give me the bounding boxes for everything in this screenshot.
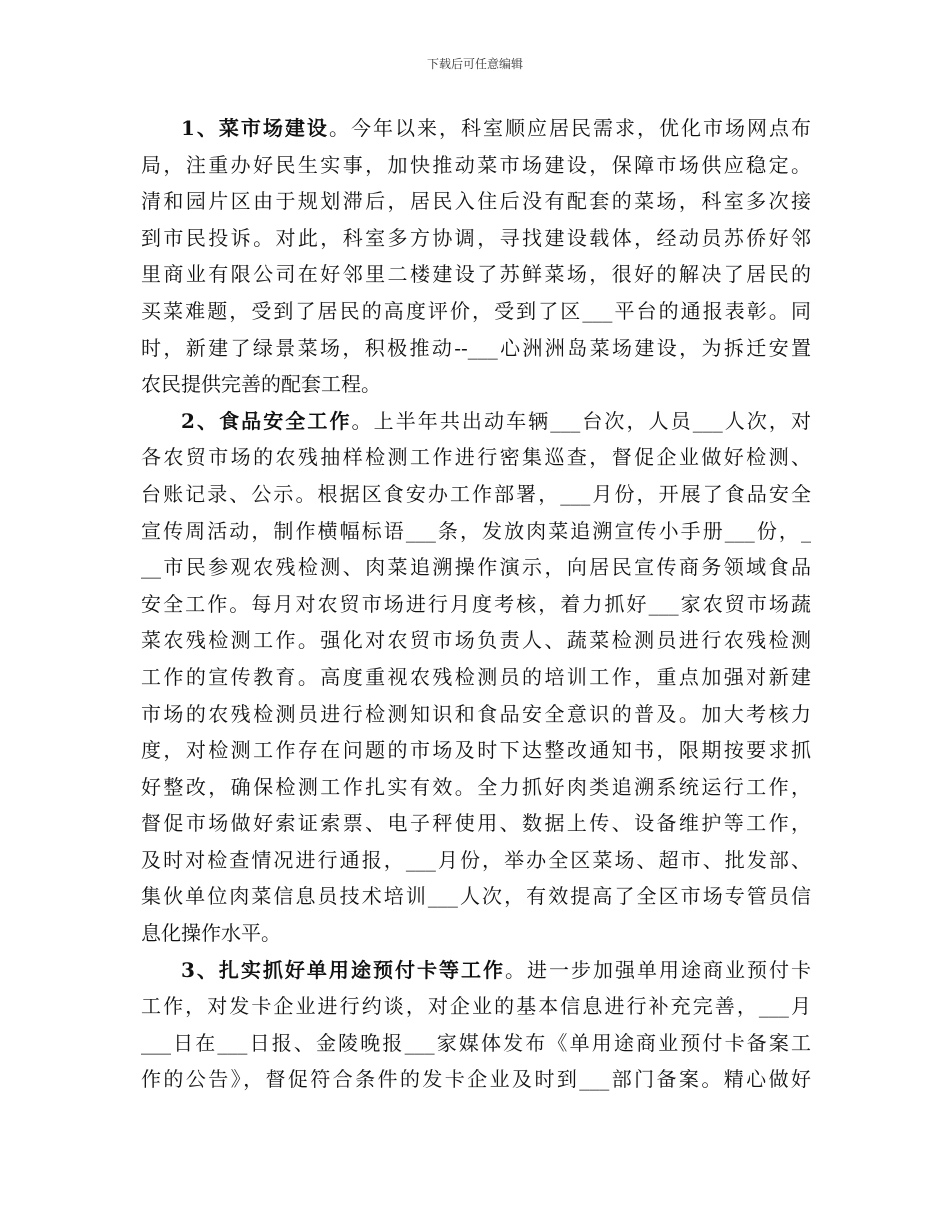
paragraph-line: ___日在___日报、金陵晚报___家媒体发布《单用途商业预付卡备案工 [141, 1030, 811, 1055]
paragraph-line [141, 952, 811, 989]
paragraph-line [141, 403, 811, 440]
paragraph-line: 集伙单位肉菜信息员技术培训___人次，有效提高了全区市场专管员信 [141, 884, 811, 909]
paragraph-text: 。上半年共出动车辆___台次，人员___人次，对 [351, 408, 812, 433]
paragraph-line: __市民参观农残检测、肉菜追溯操作演示，向居民宣传商务领域食品 [141, 555, 811, 580]
paragraph-line: 到市民投诉。对此，科室多方协调，寻找建设载体，经动员苏侨好邻 [141, 225, 811, 250]
paragraph-line: 作的公告》，督促符合条件的发卡企业及时到___部门备案。精心做好 [141, 1067, 811, 1092]
paragraph-line: 工作的宣传教育。高度重视农残检测员的培训工作，重点加强对新建 [141, 664, 811, 689]
section-heading: 1、菜市场建设 [181, 116, 329, 140]
paragraph-text: 。进一步加强单用途商业预付卡 [504, 957, 812, 982]
section-heading: 2、食品安全工作 [181, 408, 352, 433]
paragraph-line: 督促市场做好索证索票、电子秤使用、数据上传、设备维护等工作， [141, 811, 811, 836]
paragraph-line: 市场的农残检测员进行检测知识和食品安全意识的普及。加大考核力 [141, 701, 811, 726]
paragraph-line: 安全工作。每月对农贸市场进行月度考核，着力抓好___家农贸市场蔬 [141, 591, 811, 616]
section-heading: 3、扎实抓好单用途预付卡等工作 [181, 957, 505, 982]
paragraph-line: 度，对检测工作存在问题的市场及时下达整改通知书，限期按要求抓 [141, 738, 811, 763]
paragraph-line [141, 110, 811, 147]
paragraph-line: 工作，对发卡企业进行约谈，对企业的基本信息进行补充完善，___月 [141, 994, 811, 1019]
page-header: 下载后可任意编辑 [426, 57, 523, 71]
paragraph-line: 宣传周活动，制作横幅标语___条，发放肉菜追溯宣传小手册___份，_ [141, 518, 811, 543]
paragraph-line: 时，新建了绿景菜场，积极推动--___心洲洲岛菜场建设，为拆迁安置 [141, 335, 811, 360]
paragraph-line: 买菜难题，受到了居民的高度评价，受到了区___平台的通报表彰。同 [141, 298, 811, 323]
paragraph-line: 里商业有限公司在好邻里二楼建设了苏鲜菜场，很好的解决了居民的 [141, 262, 811, 287]
paragraph-line: 菜农残检测工作。强化对农贸市场负责人、蔬菜检测员进行农残检测 [141, 628, 811, 653]
paragraph-line: 息化操作水平。 [141, 921, 281, 946]
document-body [141, 110, 811, 1098]
paragraph-line: 农民提供完善的配套工程。 [141, 372, 381, 397]
paragraph-text: 。今年以来，科室顺应居民需求，优化市场网点布 [328, 116, 811, 140]
paragraph-line: 局，注重办好民生实事，加快推动菜市场建设，保障市场供应稳定。 [141, 152, 811, 177]
paragraph-line: 台账记录、公示。根据区食安办工作部署，___月份，开展了食品安全 [141, 481, 811, 506]
paragraph-line: 及时对检查情况进行通报，___月份，举办全区菜场、超市、批发部、 [141, 847, 811, 872]
paragraph-line: 清和园片区由于规划滞后，居民入住后没有配套的菜场，科室多次接 [141, 189, 811, 214]
paragraph-line: 好整改，确保检测工作扎实有效。全力抓好肉类追溯系统运行工作， [141, 774, 811, 799]
paragraph-line: 各农贸市场的农残抽样检测工作进行密集巡查，督促企业做好检测、 [141, 445, 811, 470]
